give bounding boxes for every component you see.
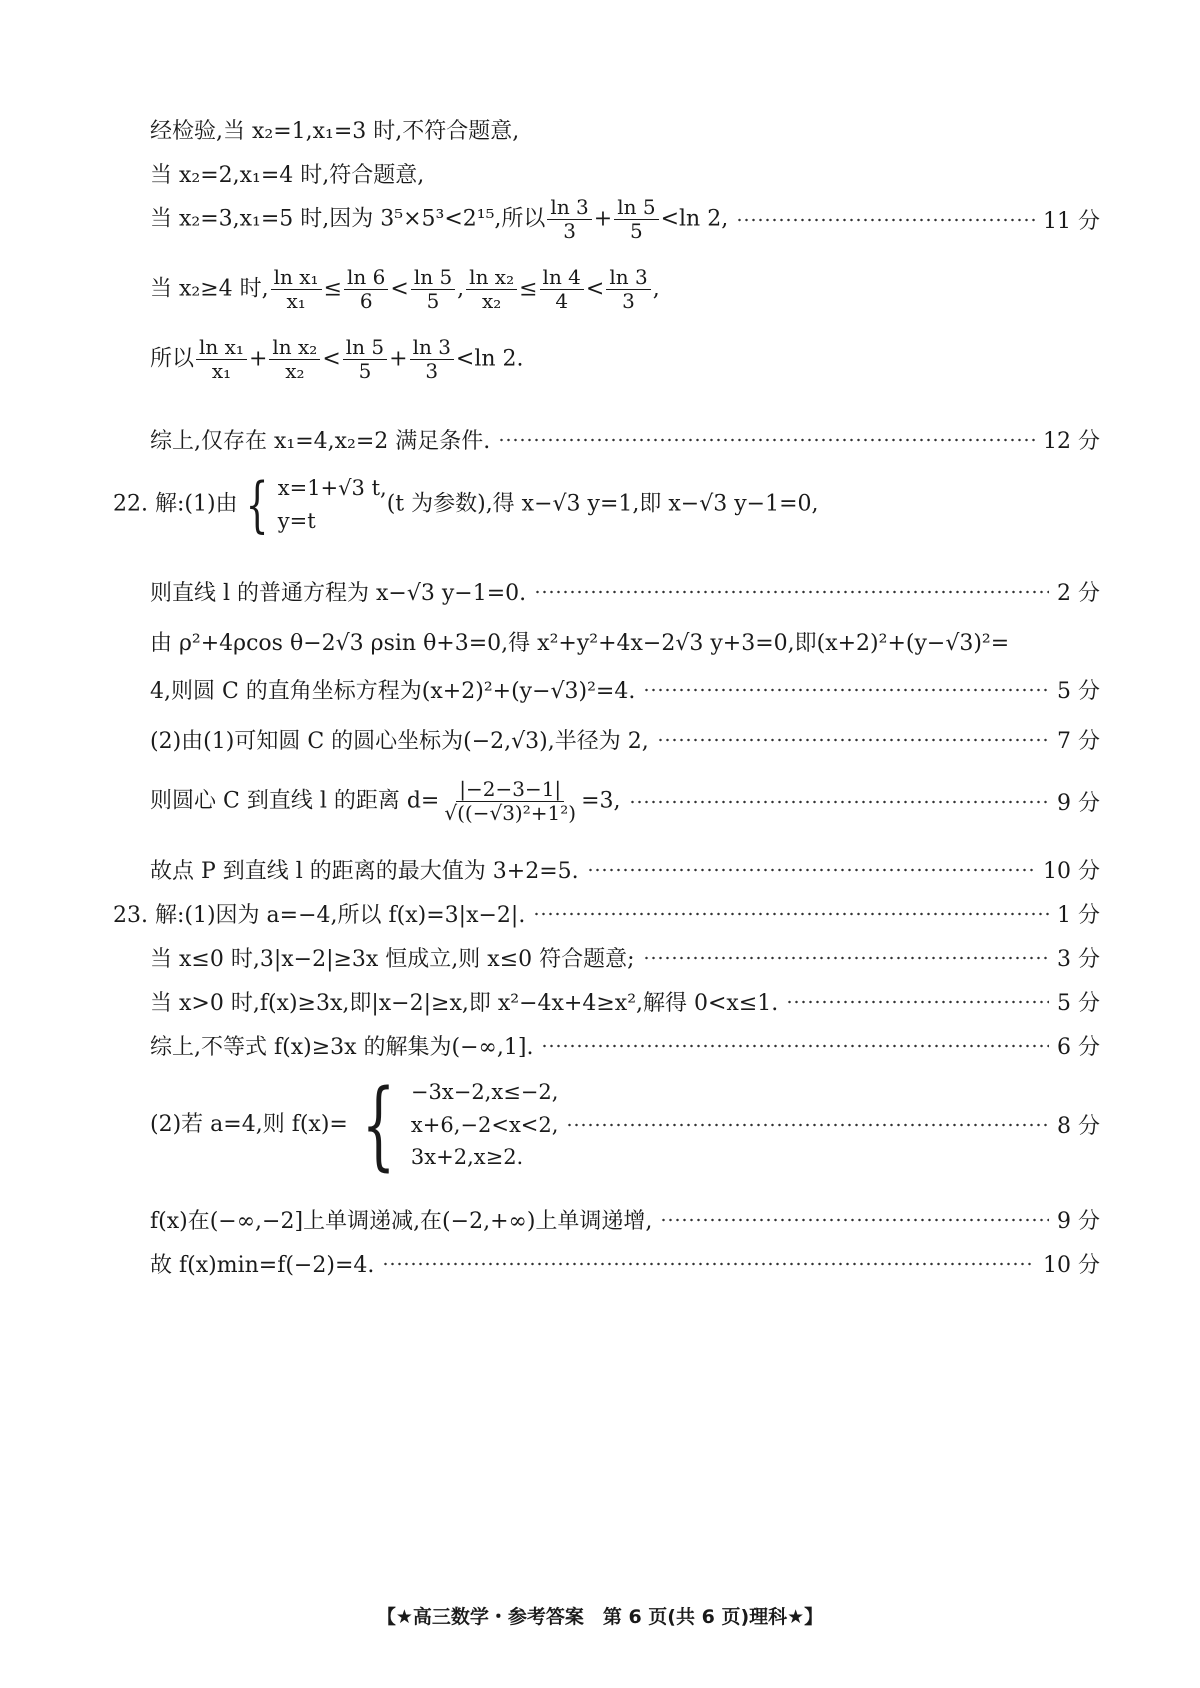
score: 2 分	[1057, 581, 1100, 606]
leader-dots	[498, 438, 1035, 442]
fraction: $\frac{\ln 5}{5}$	[343, 336, 387, 383]
fraction: $\frac{\text{ln x₂}}{\text{x₂}}$	[466, 266, 517, 313]
solution-line: (2)若 a=4,则 f(x)= { −3x−2,x≤−2, x+6,−2<x<2, 3x+2,x≥2. 8 分	[150, 1068, 1100, 1181]
solution-line: 则圆心 C 到直线 l 的距离 d= $\frac{|-2-3-1|}{\text{√((−√3)²+1²)}}$ =3, 9 分	[150, 777, 1100, 825]
piecewise-function: { −3x−2,x≤−2, x+6,−2<x<2, 3x+2,x≥2.	[361, 1068, 559, 1181]
score: 7 分	[1057, 729, 1100, 754]
score: 12 分	[1043, 429, 1100, 454]
leader-dots	[382, 1262, 1035, 1266]
score: 9 分	[1057, 1209, 1100, 1234]
solution-line: 综上,仅存在 x₁=4,x₂=2 满足条件. 12 分	[150, 424, 1100, 455]
solution-line: 经检验,当 x₂=1,x₁=3 时,不符合题意,	[150, 119, 520, 144]
solution-line: 综上,不等式 f(x)≥3x 的解集为(−∞,1]. 6 分	[150, 1030, 1100, 1061]
leader-dots	[657, 738, 1049, 742]
solution-line: 由 ρ²+4ρcos θ−2√3 ρsin θ+3=0,得 x²+y²+4x−2√3 y+3=0,即(x+2)²+(y−√3)²=	[150, 631, 1010, 656]
solution-line: 当 x₂≥4 时, $\frac{\text{ln x₁}}{\text{x₁}}$ ≤ $\frac{\ln 6}{6}$ < $\frac{\ln 5}{5}$ , $\frac{\text{ln x₂}}{\text{x₂}}$ ≤ $\frac{\ln 4}{4}$ < $\frac{\ln 3}{3}$ ,	[150, 265, 660, 313]
fraction: $\frac{\ln 3}{3}$	[606, 266, 650, 313]
score: 1 分	[1057, 903, 1100, 928]
solution-line: 22. 解:(1)由 { x=1+√3 t, y=t (t 为参数),得 x−√3 y=1,即 x−√3 y−1=0,	[113, 469, 819, 540]
score: 10 分	[1043, 859, 1100, 884]
solution-line: 当 x>0 时,f(x)≥3x,即|x−2|≥x,即 x²−4x+4≥x²,解得 0<x≤1. 5 分	[150, 986, 1100, 1017]
fraction: $\frac{\ln 4}{4}$	[540, 266, 584, 313]
leader-dots	[736, 218, 1035, 222]
leader-dots	[643, 688, 1049, 692]
fraction: $\frac{\ln 5}{5}$	[411, 266, 455, 313]
leader-dots	[786, 1000, 1049, 1004]
solution-line: 故点 P 到直线 l 的距离的最大值为 3+2=5. 10 分	[150, 854, 1100, 885]
equation-system: { x=1+√3 t, y=t	[245, 469, 387, 540]
score: 5 分	[1057, 679, 1100, 704]
score: 5 分	[1057, 991, 1100, 1016]
score: 8 分	[1057, 1114, 1100, 1140]
solution-line: 当 x≤0 时,3|x−2|≥3x 恒成立,则 x≤0 符合题意; 3 分	[150, 942, 1100, 973]
solution-line: 当 x₂=2,x₁=4 时,符合题意,	[150, 163, 425, 188]
solution-line: 则直线 l 的普通方程为 x−√3 y−1=0. 2 分	[150, 576, 1100, 607]
score: 3 分	[1057, 947, 1100, 972]
score: 11 分	[1043, 209, 1100, 234]
leader-dots	[533, 912, 1049, 916]
solution-line: 23. 解:(1)因为 a=−4,所以 f(x)=3|x−2|. 1 分	[113, 898, 1100, 929]
solution-line: (2)由(1)可知圆 C 的圆心坐标为(−2,√3),半径为 2, 7 分	[150, 724, 1100, 755]
page-footer: 【★高三数学・参考答案 第 6 页(共 6 页)理科★】	[376, 1606, 824, 1628]
fraction: $\frac{\ln 6}{6}$	[344, 266, 388, 313]
solution-line: 当 x₂=3,x₁=5 时,因为 3⁵×5³<2¹⁵,所以 $\frac{\ln 3}{3}$ + $\frac{\ln 5}{5}$ <ln 2, 11 分	[150, 195, 1100, 243]
leader-dots	[643, 956, 1049, 960]
solution-line: f(x)在(−∞,−2]上单调递减,在(−2,+∞)上单调递增, 9 分	[150, 1204, 1100, 1235]
leader-dots	[566, 1123, 1049, 1127]
score: 9 分	[1057, 791, 1100, 816]
fraction: $\frac{\text{ln x₁}}{\text{x₁}}$	[271, 266, 322, 313]
leader-dots	[587, 868, 1035, 872]
leader-dots	[541, 1044, 1049, 1048]
leader-dots	[629, 800, 1050, 804]
fraction: $\frac{\text{ln x₂}}{\text{x₂}}$	[269, 336, 320, 383]
fraction: $\frac{\ln 5}{5}$	[614, 196, 658, 243]
score: 6 分	[1057, 1035, 1100, 1060]
solution-line: 所以 $\frac{\text{ln x₁}}{\text{x₁}}$ + $\frac{\text{ln x₂}}{\text{x₂}}$ < $\frac{\ln 5}{5}$ + $\frac{\ln 3}{3}$ <ln 2.	[150, 335, 524, 383]
solution-line: 4,则圆 C 的直角坐标方程为(x+2)²+(y−√3)²=4. 5 分	[150, 674, 1100, 705]
solution-line: 故 f(x)min=f(−2)=4. 10 分	[150, 1248, 1100, 1279]
fraction: $\frac{|-2-3-1|}{\text{√((−√3)²+1²)}}$	[444, 777, 577, 825]
score: 10 分	[1043, 1253, 1100, 1278]
leader-dots	[660, 1218, 1049, 1222]
fraction: $\frac{\ln 3}{3}$	[410, 336, 454, 383]
leader-dots	[534, 590, 1049, 594]
fraction: $\frac{\text{ln x₁}}{\text{x₁}}$	[196, 336, 247, 383]
fraction: $\frac{\ln 3}{3}$	[547, 196, 591, 243]
